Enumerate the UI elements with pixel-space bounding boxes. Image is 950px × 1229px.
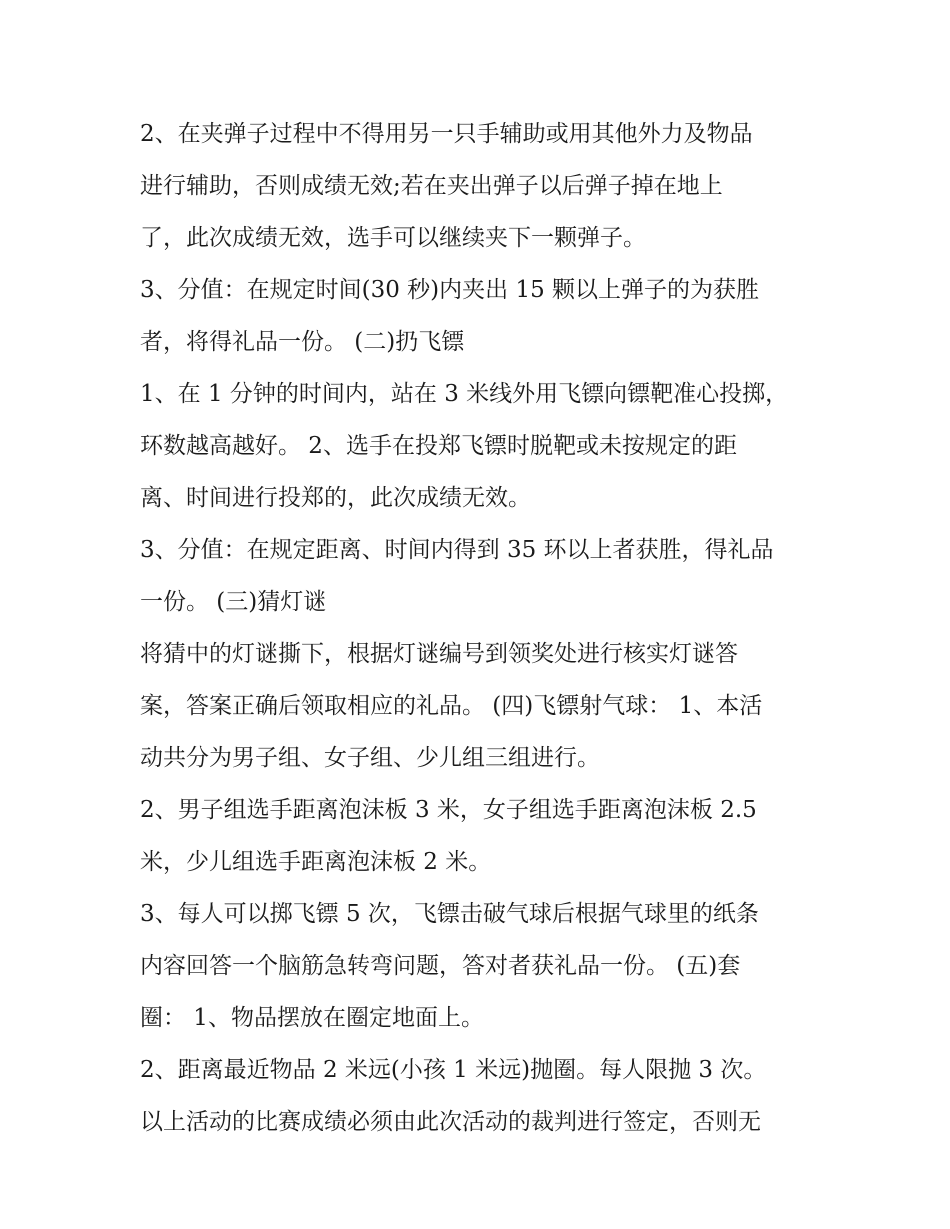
body-text <box>140 108 830 1148</box>
text-line: 米，少儿组选手距离泡沫板 2 米。 <box>140 849 492 875</box>
text-line: 一份。 (三)猜灯谜 <box>140 589 327 615</box>
text-line: 者，将得礼品一份。 (二)扔飞镖 <box>140 329 465 355</box>
text-line: 以上活动的比赛成绩必须由此次活动的裁判进行签定，否则无 <box>140 1109 761 1135</box>
text-line: 内容回答一个脑筋急转弯问题，答对者获礼品一份。 (五)套 <box>140 953 741 979</box>
text-line: 1、在 1 分钟的时间内，站在 3 米线外用飞镖向镖靶准心投掷， <box>140 381 789 407</box>
text-line: 环数越高越好。 2、选手在投郑飞镖时脱靶或未按规定的距 <box>140 433 737 459</box>
text-line: 3、分值：在规定距离、时间内得到 35 环以上者获胜，得礼品 <box>140 537 774 563</box>
text-line: 2、在夹弹子过程中不得用另一只手辅助或用其他外力及物品 <box>140 121 753 147</box>
text-line: 3、每人可以掷飞镖 5 次，飞镖击破气球后根据气球里的纸条 <box>140 901 759 927</box>
text-line: 将猜中的灯谜撕下，根据灯谜编号到领奖处进行核实灯谜答 <box>140 641 738 667</box>
text-line: 3、分值：在规定时间(30 秒)内夹出 15 颗以上弹子的为获胜 <box>140 277 760 303</box>
text-line: 了，此次成绩无效，选手可以继续夹下一颗弹子。 <box>140 225 646 251</box>
text-line: 动共分为男子组、女子组、少儿组三组进行。 <box>140 745 600 771</box>
text-line: 进行辅助，否则成绩无效;若在夹出弹子以后弹子掉在地上 <box>140 173 723 199</box>
text-line: 2、男子组选手距离泡沫板 3 米，女子组选手距离泡沫板 2.5 <box>140 797 757 823</box>
text-line: 案，答案正确后领取相应的礼品。 (四)飞镖射气球： 1、本活 <box>140 693 763 719</box>
text-line: 离、时间进行投郑的，此次成绩无效。 <box>140 485 531 511</box>
text-line: 2、距离最近物品 2 米远(小孩 1 米远)抛圈。每人限抛 3 次。 <box>140 1057 767 1083</box>
text-line: 圈： 1、物品摆放在圈定地面上。 <box>140 1005 484 1031</box>
